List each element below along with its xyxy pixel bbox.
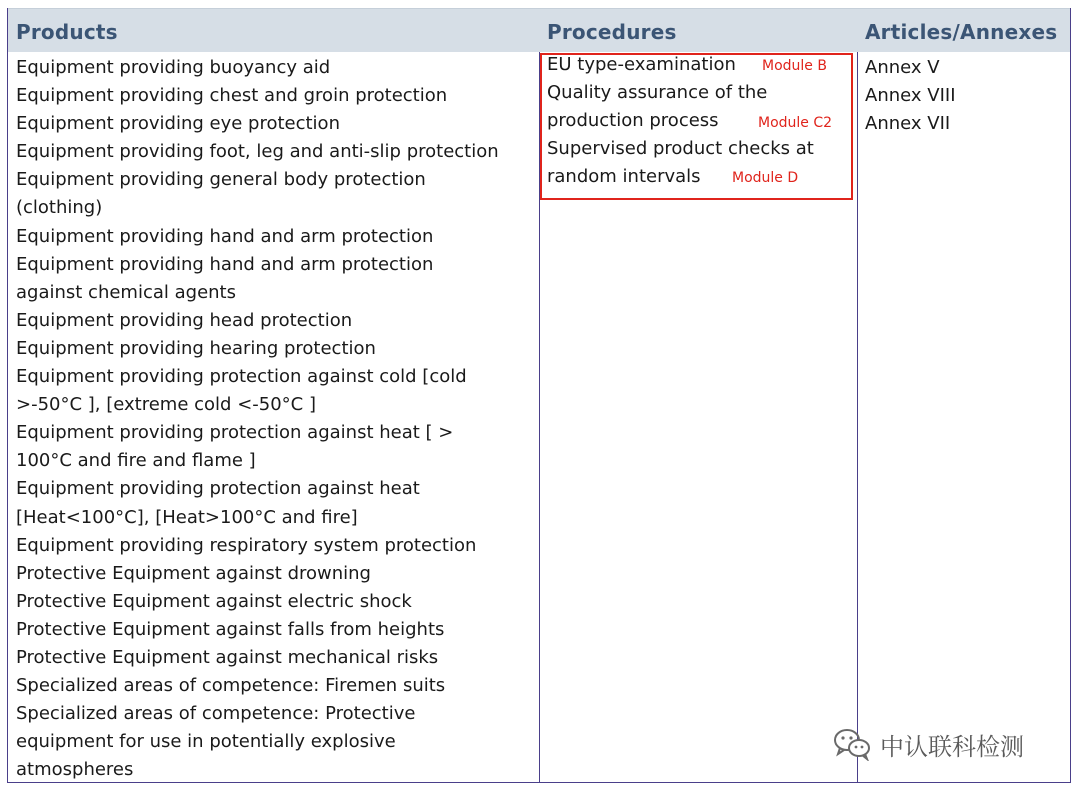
product-line: Equipment providing protection against heat [ > bbox=[16, 422, 454, 444]
header-annexes: Articles/Annexes bbox=[865, 20, 1058, 44]
product-line: Equipment providing eye protection bbox=[16, 113, 340, 135]
product-line: Equipment providing protection against cold [cold bbox=[16, 366, 467, 388]
product-line: Equipment providing hand and arm protection bbox=[16, 253, 434, 275]
product-line: Equipment providing hand and arm protection bbox=[16, 225, 434, 247]
product-line: against chemical agents bbox=[16, 281, 236, 303]
annex-line: Annex VIII bbox=[865, 85, 956, 107]
header-products: Products bbox=[16, 20, 118, 44]
watermark-text: 中认联科检测 bbox=[880, 732, 1024, 761]
product-line: >-50°C ], [extreme cold <-50°C ] bbox=[16, 394, 316, 416]
product-line: Equipment providing general body protection bbox=[16, 169, 426, 191]
annexes-column bbox=[865, 54, 956, 138]
procedure-line: Supervised product checks at bbox=[547, 138, 814, 159]
header-procedures: Procedures bbox=[547, 20, 677, 44]
product-line: Equipment providing hearing protection bbox=[16, 337, 376, 359]
product-line: equipment for use in potentially explosive bbox=[16, 731, 396, 753]
column-divider bbox=[857, 52, 858, 782]
product-line: Equipment providing protection against heat bbox=[16, 478, 420, 500]
module-c2-label: Module C2 bbox=[758, 115, 833, 131]
product-line: atmospheres bbox=[16, 759, 134, 781]
procedure-line: Quality assurance of the bbox=[547, 82, 768, 103]
annex-line: Annex VII bbox=[865, 113, 951, 135]
product-line: Protective Equipment against mechanical risks bbox=[16, 646, 439, 668]
product-line: 100°C and fire and flame ] bbox=[16, 450, 256, 472]
conformity-table bbox=[7, 8, 1071, 783]
annex-line: Annex V bbox=[865, 57, 940, 78]
procedure-line: production process bbox=[547, 110, 719, 131]
module-b-label: Module B bbox=[762, 58, 827, 74]
product-line: [Heat<100°C], [Heat>100°C and fire] bbox=[16, 506, 358, 528]
wechat-icon bbox=[832, 727, 872, 761]
product-line: Specialized areas of competence: Firemen suits bbox=[16, 675, 446, 697]
product-line: Equipment providing buoyancy aid bbox=[16, 57, 331, 78]
product-line: Equipment providing chest and groin protection bbox=[16, 85, 448, 107]
product-line: Protective Equipment against electric shock bbox=[16, 590, 412, 612]
product-line: Equipment providing respiratory system protection bbox=[16, 534, 477, 556]
table-header bbox=[8, 8, 1070, 52]
procedure-line: random intervals bbox=[547, 166, 701, 187]
product-line: Protective Equipment against drowning bbox=[16, 562, 371, 584]
module-d-label: Module D bbox=[732, 170, 799, 186]
procedure-line: EU type-examination bbox=[547, 54, 736, 75]
products-column bbox=[16, 54, 499, 784]
product-line: Equipment providing foot, leg and anti-slip protection bbox=[16, 141, 499, 163]
product-line: Protective Equipment against falls from heights bbox=[16, 618, 445, 640]
product-line: Equipment providing head protection bbox=[16, 309, 353, 331]
watermark bbox=[832, 726, 1024, 762]
product-line: (clothing) bbox=[16, 197, 103, 219]
product-line: Specialized areas of competence: Protective bbox=[16, 703, 416, 725]
